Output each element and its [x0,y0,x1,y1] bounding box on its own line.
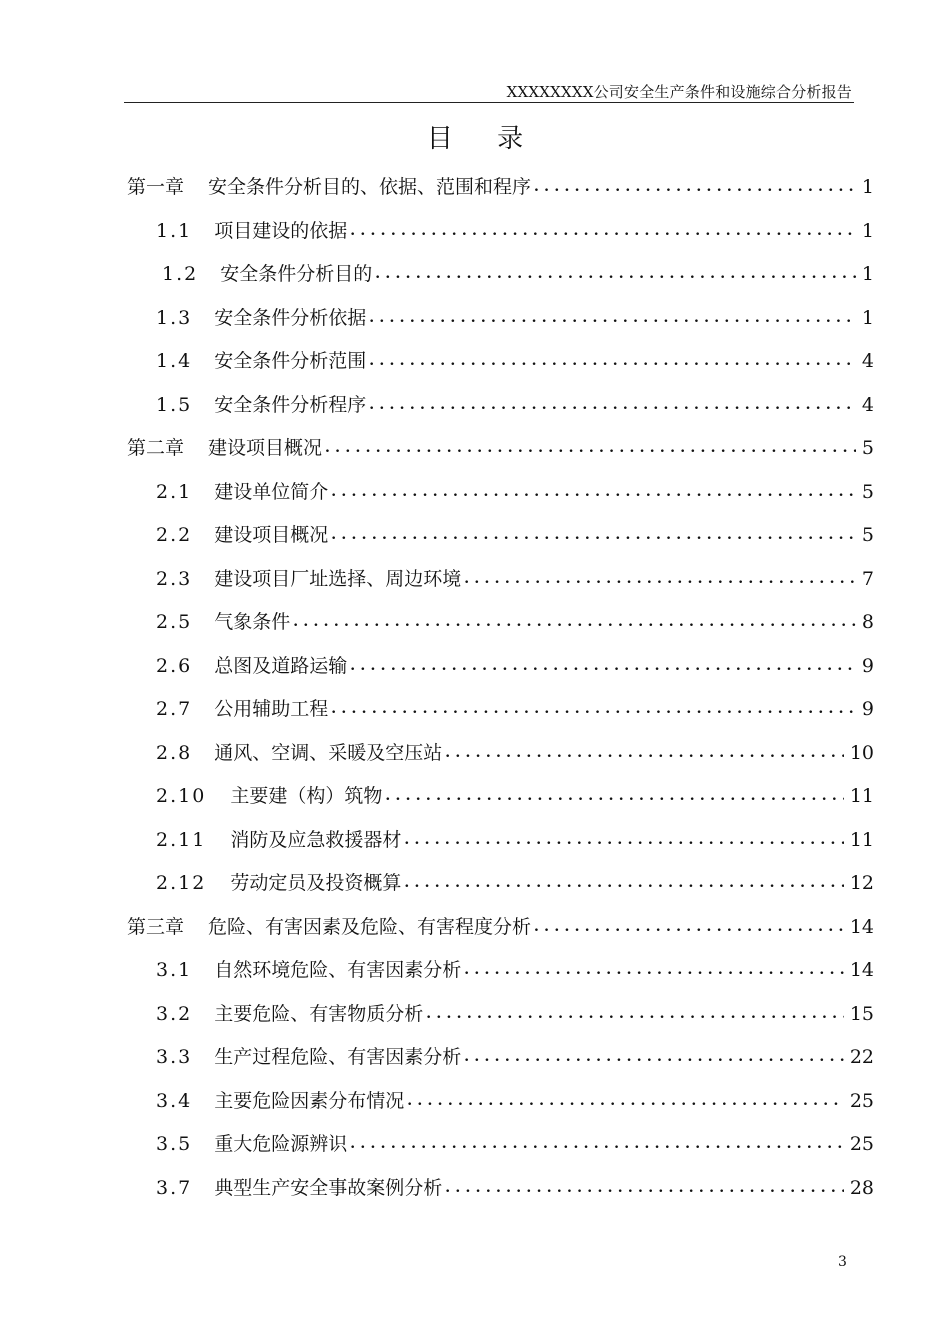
toc-entry-label: 安全条件分析依据 [214,306,367,329]
toc-entry[interactable] [156,390,874,420]
toc-entry-label: 主要危险、有害物质分析 [214,1002,424,1025]
toc-leader-dots [404,868,843,898]
toc-entry-page: 5 [861,480,874,503]
toc-entry-label: 主要危险因素分布情况 [214,1089,405,1112]
toc-entry-number: 2.11 [156,828,207,851]
toc-entry-page: 15 [849,1002,874,1025]
toc-leader-dots [350,216,856,246]
toc-entry-number: 2.2 [156,524,193,546]
toc-entry-number: 3.3 [156,1046,193,1068]
toc-entry[interactable] [156,1086,874,1116]
toc-entry-number: 2.12 [156,872,207,894]
toc-entry[interactable] [156,477,874,507]
toc-entry-page: 14 [849,915,874,938]
toc-leader-dots [350,651,856,681]
toc-entry-page: 4 [861,393,874,416]
toc-entry[interactable] [156,607,874,637]
toc-entry[interactable] [162,259,874,289]
toc-entry-page: 7 [861,567,874,590]
toc-leader-dots [325,433,856,463]
toc-leader-dots [426,999,844,1029]
toc-entry-page: 1 [861,219,874,242]
toc-entry[interactable] [156,999,874,1029]
toc-entry-page: 28 [849,1176,874,1199]
toc-leader-dots [350,1129,844,1159]
toc-entry-number: 1.1 [156,219,193,242]
toc-entry-label: 通风、空调、采暖及空压站 [214,741,443,764]
toc-entry[interactable] [156,520,874,550]
toc-entry[interactable] [156,346,874,376]
toc-leader-dots [369,303,856,333]
toc-leader-dots [385,781,843,811]
toc-leader-dots [331,694,856,724]
toc-entry-page: 25 [849,1089,874,1112]
toc-entry-page: 9 [861,654,874,677]
toc-entry[interactable] [156,825,874,855]
toc-entry-label: 建设项目概况 [208,437,323,459]
toc-entry-number: 2.8 [156,741,193,764]
toc-entry-label: 总图及道路运输 [214,654,348,677]
toc-entry-number: 1.4 [156,350,193,372]
toc-entry[interactable] [156,1173,874,1203]
toc-entry[interactable] [156,868,874,898]
toc-entry-page: 10 [849,741,874,764]
toc-leader-dots [331,477,856,507]
toc-entry[interactable] [156,955,874,985]
toc-entry-label: 建设单位简介 [214,480,329,503]
toc-entry-number: 3.1 [156,959,193,981]
toc-entry-number: 3.2 [156,1002,193,1025]
toc-entry-label: 安全条件分析目的 [220,263,373,285]
toc-entry[interactable] [127,172,874,202]
toc-entry-number: 第三章 [127,915,185,938]
toc-entry-page: 5 [861,437,874,459]
toc-entry-label: 建设项目厂址选择、周边环境 [214,567,462,590]
toc-entry-page: 22 [849,1046,874,1068]
toc-entry-page: 4 [861,350,874,372]
toc-entry[interactable] [156,781,874,811]
toc-entry[interactable] [127,912,874,942]
toc-entry-page: 14 [849,959,874,981]
toc-entry-number: 2.1 [156,480,193,503]
toc-entry-label: 生产过程危险、有害因素分析 [214,1046,462,1068]
toc-entry[interactable] [156,303,874,333]
toc-entry-number: 3.4 [156,1089,193,1112]
toc-entry-page: 25 [849,1133,874,1155]
toc-leader-dots [404,825,843,855]
toc-leader-dots [464,955,844,985]
toc-entry-number: 2.3 [156,567,193,590]
toc-entry-number: 2.7 [156,698,193,720]
toc-entry-number: 3.5 [156,1133,193,1155]
toc-entry-page: 11 [849,785,874,807]
toc-entry-label: 项目建设的依据 [214,219,348,242]
toc-leader-dots [445,738,844,768]
toc-entry-label: 消防及应急救援器材 [230,828,402,851]
toc-entry-number: 2.6 [156,654,193,677]
toc-entry-page: 5 [861,524,874,546]
toc-entry-page: 1 [861,306,874,329]
toc-entry-number: 第二章 [127,437,185,459]
toc-leader-dots [534,912,844,942]
toc-entry-label: 重大危险源辨识 [214,1133,348,1155]
toc-entry-label: 气象条件 [214,611,291,633]
toc-entry-page: 11 [849,828,874,851]
toc-leader-dots [293,607,856,637]
toc-entry-number: 1.5 [156,393,193,416]
toc-entry-label: 主要建（构）筑物 [230,785,383,807]
toc-entry-page: 9 [861,698,874,720]
toc-entry-number: 1.3 [156,306,193,329]
toc-leader-dots [369,390,856,420]
toc-entry-label: 劳动定员及投资概算 [230,872,402,894]
toc-leader-dots [464,564,856,594]
toc-leader-dots [331,520,856,550]
header-title: XXXXXXXX公司安全生产条件和设施综合分析报告 [506,83,852,101]
toc-leader-dots [407,1086,844,1116]
toc-entry-label: 危险、有害因素及危险、有害程度分析 [208,915,532,938]
toc-entry[interactable] [156,1129,874,1159]
toc-entry[interactable] [156,1042,874,1072]
toc-entry[interactable] [127,433,874,463]
toc-entry[interactable] [156,694,874,724]
toc-entry-label: 安全条件分析范围 [214,350,367,372]
toc-entry-number: 2.10 [156,785,207,807]
toc-title: 目 录 [426,124,542,154]
toc-entry-page: 12 [849,872,874,894]
toc-leader-dots [464,1042,844,1072]
toc-entry-page: 1 [861,176,874,198]
toc-entry-label: 安全条件分析目的、依据、范围和程序 [208,176,532,198]
toc-entry-number: 第一章 [127,176,185,198]
toc-entry[interactable] [156,738,874,768]
toc-entry-label: 建设项目概况 [214,524,329,546]
toc-entry-label: 自然环境危险、有害因素分析 [214,959,462,981]
toc-leader-dots [369,346,856,376]
toc-leader-dots [534,172,856,202]
toc-entry[interactable] [156,651,874,681]
page-number: 3 [838,1254,847,1270]
toc-entry-label: 典型生产安全事故案例分析 [214,1176,443,1199]
toc-entry-label: 公用辅助工程 [214,698,329,720]
toc-entry-number: 3.7 [156,1176,193,1199]
toc-entry-number: 2.5 [156,611,193,633]
toc-entry-page: 8 [861,611,874,633]
toc-entry-label: 安全条件分析程序 [214,393,367,416]
toc-entry[interactable] [156,564,874,594]
toc-entry-number: 1.2 [162,263,199,285]
toc-leader-dots [375,259,856,289]
toc-leader-dots [445,1173,844,1203]
toc-entry[interactable] [156,216,874,246]
toc-entry-page: 1 [861,263,874,285]
